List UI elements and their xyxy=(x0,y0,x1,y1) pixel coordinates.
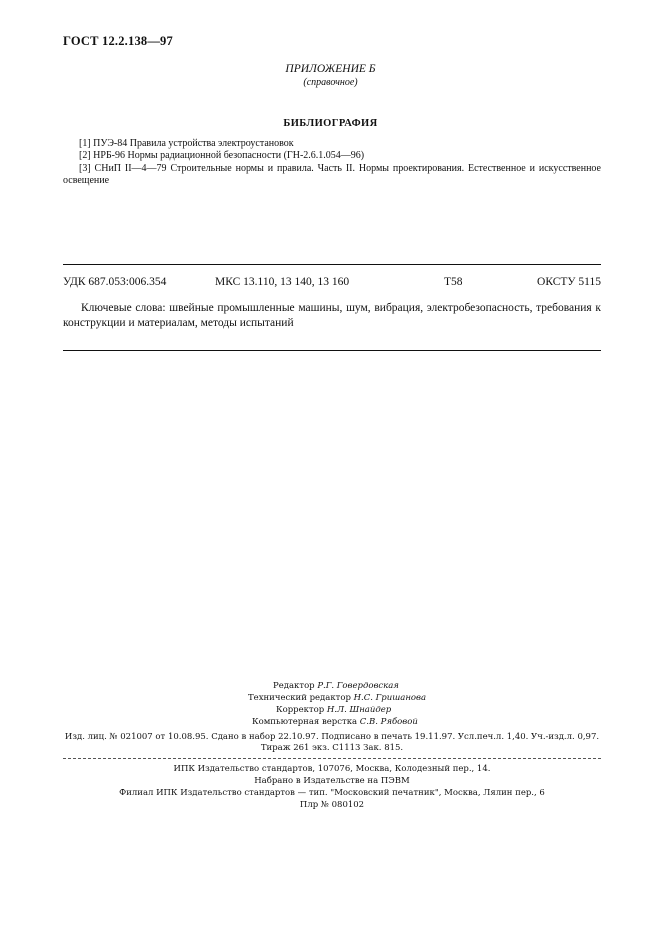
credit-line xyxy=(276,704,661,716)
credit-role: Корректор xyxy=(276,705,325,715)
publisher-block xyxy=(63,763,601,811)
okstu-code: ОКСТУ 5115 xyxy=(537,276,601,288)
credit-line xyxy=(252,716,661,728)
credit-role: Компьютерная верстка xyxy=(252,717,358,727)
bibliography-item: [3] СНиП II—4—79 Строительные нормы и правила. Часть II. Нормы проектирования. Естественное и искусственное освещение xyxy=(63,162,601,186)
credit-name: Н.С. Гришанова xyxy=(353,693,427,703)
imprint-line: Тираж 261 экз. С1113 Зак. 815. xyxy=(260,743,404,753)
bibliography-title: БИБЛИОГРАФИЯ xyxy=(283,118,378,129)
bottom-divider xyxy=(63,350,601,351)
appendix-title: ПРИЛОЖЕНИЕ Б xyxy=(285,63,376,75)
credit-role: Редактор xyxy=(273,681,315,691)
publisher-line: Набрано в Издательстве на ПЭВМ xyxy=(254,776,410,786)
publisher-line: ИПК Издательство стандартов, 107076, Москва, Колодезный пер., 14. xyxy=(173,764,491,774)
standard-code: ГОСТ 12.2.138—97 xyxy=(63,34,173,48)
mks-code: МКС 13.110, 13 140, 13 160 xyxy=(215,276,350,288)
credit-line xyxy=(273,680,661,692)
credits-block xyxy=(0,680,661,728)
bibliography-list xyxy=(63,138,601,187)
credit-line xyxy=(248,692,661,704)
keywords: Ключевые слова: швейные промышленные машины, шум, вибрация, электробезопасность, требования к конструкции и материалам, методы испытаний xyxy=(63,302,601,329)
dashed-divider xyxy=(63,758,601,759)
udc-code: УДК 687.053:006.354 xyxy=(63,276,167,288)
credit-name: Н.Л. Шнайдер xyxy=(326,705,392,715)
imprint-line: Изд. лиц. № 021007 от 10.08.95. Сдано в набор 22.10.97. Подписано в печать 19.11.97. Усл.печ.л. 1,40. Уч.-изд.л. 0,97. xyxy=(64,732,600,742)
bibliography-item: [1] ПУЭ-84 Правила устройства электроустановок xyxy=(79,138,294,149)
imprint-block xyxy=(63,732,601,754)
credit-name: С.В. Рябовой xyxy=(359,717,418,727)
credit-name: Р.Г. Говердовская xyxy=(317,681,399,691)
credit-role: Технический редактор xyxy=(248,693,351,703)
top-divider xyxy=(63,264,601,265)
publisher-line: Филиал ИПК Издательство стандартов — тип. "Московский печатник", Москва, Лялин пер., 6 xyxy=(119,788,545,798)
appendix-subtitle: (справочное) xyxy=(303,77,358,88)
bibliography-item: [2] НРБ-96 Нормы радиационной безопасности (ГН-2.6.1.054—96) xyxy=(79,150,365,162)
publisher-line: Плр № 080102 xyxy=(299,800,365,810)
appendix-heading xyxy=(0,62,661,90)
group-code: Т58 xyxy=(444,276,463,288)
